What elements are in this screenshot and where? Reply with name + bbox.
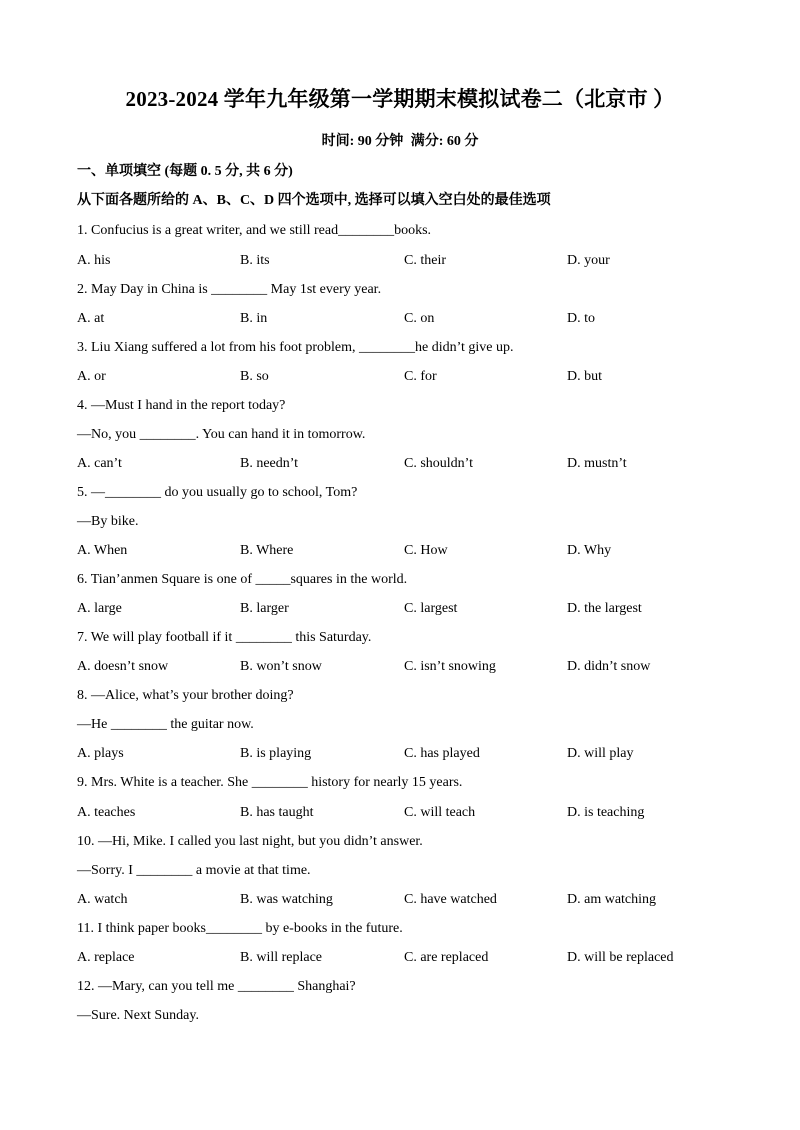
- question-10-options: [77, 890, 757, 910]
- question-6-stem: 6. Tian’anmen Square is one of _____squares in the world.: [77, 572, 408, 587]
- option-c[interactable]: C. their: [404, 253, 446, 268]
- question-9-options: [77, 803, 757, 823]
- option-d[interactable]: D. Why: [567, 543, 612, 558]
- question-8-response: —He ________ the guitar now.: [77, 717, 254, 732]
- question-10-stem: 10. —Hi, Mike. I called you last night, but you didn’t answer.: [77, 834, 423, 849]
- option-b[interactable]: B. Where: [240, 543, 294, 558]
- question-1-options: [77, 251, 757, 271]
- question-11-stem: 11. I think paper books________ by e-books in the future.: [77, 921, 403, 936]
- option-c[interactable]: C. largest: [404, 601, 458, 616]
- option-d[interactable]: D. will play: [567, 746, 634, 761]
- exam-meta: [0, 132, 800, 152]
- option-c[interactable]: C. have watched: [404, 892, 497, 907]
- option-a[interactable]: A. teaches: [77, 805, 136, 820]
- question-4-options: [77, 454, 757, 474]
- option-d[interactable]: D. mustn’t: [567, 456, 627, 471]
- option-a[interactable]: A. replace: [77, 950, 135, 965]
- section-instruction: 从下面各题所给的 A、B、C、D 四个选项中, 选择可以填入空白处的最佳选项: [77, 193, 551, 208]
- option-d[interactable]: D. didn’t snow: [567, 659, 651, 674]
- option-c[interactable]: C. are replaced: [404, 950, 489, 965]
- option-c[interactable]: C. on: [404, 311, 435, 326]
- question-5-response: —By bike.: [77, 514, 139, 529]
- option-c[interactable]: C. will teach: [404, 805, 476, 820]
- option-b[interactable]: B. in: [240, 311, 268, 326]
- question-8-stem: 8. —Alice, what’s your brother doing?: [77, 688, 294, 703]
- option-d[interactable]: D. but: [567, 369, 602, 384]
- question-11-options: [77, 948, 757, 968]
- option-b[interactable]: B. will replace: [240, 950, 323, 965]
- option-d[interactable]: D. your: [567, 253, 610, 268]
- option-d[interactable]: D. to: [567, 311, 595, 326]
- option-b[interactable]: B. is playing: [240, 746, 312, 761]
- option-a[interactable]: A. or: [77, 369, 106, 384]
- option-a[interactable]: A. watch: [77, 892, 128, 907]
- option-d[interactable]: D. the largest: [567, 601, 642, 616]
- option-c[interactable]: C. isn’t snowing: [404, 659, 496, 674]
- question-6-options: [77, 599, 757, 619]
- section-heading: 一、单项填空 (每题 0. 5 分, 共 6 分): [77, 164, 293, 179]
- question-7-options: [77, 657, 757, 677]
- option-c[interactable]: C. has played: [404, 746, 480, 761]
- option-b[interactable]: B. has taught: [240, 805, 314, 820]
- option-a[interactable]: A. large: [77, 601, 122, 616]
- question-4-response: —No, you ________. You can hand it in tomorrow.: [77, 427, 366, 442]
- question-12-stem: 12. —Mary, can you tell me ________ Shanghai?: [77, 979, 356, 994]
- question-5-stem: 5. —________ do you usually go to school, Tom?: [77, 485, 358, 500]
- question-3-stem: 3. Liu Xiang suffered a lot from his foot problem, ________he didn’t give up.: [77, 340, 514, 355]
- option-a[interactable]: A. plays: [77, 746, 124, 761]
- option-d[interactable]: D. am watching: [567, 892, 657, 907]
- option-c[interactable]: C. shouldn’t: [404, 456, 473, 471]
- exam-time: 时间: 90 分钟: [321, 134, 404, 149]
- option-a[interactable]: A. can’t: [77, 456, 122, 471]
- option-a[interactable]: A. When: [77, 543, 128, 558]
- option-a[interactable]: A. doesn’t snow: [77, 659, 169, 674]
- option-b[interactable]: B. larger: [240, 601, 289, 616]
- question-8-options: [77, 744, 757, 764]
- question-1-stem: 1. Confucius is a great writer, and we still read________books.: [77, 223, 432, 238]
- question-4-stem: 4. —Must I hand in the report today?: [77, 398, 286, 413]
- option-c[interactable]: C. How: [404, 543, 448, 558]
- option-c[interactable]: C. for: [404, 369, 437, 384]
- question-2-options: [77, 309, 757, 329]
- option-a[interactable]: A. his: [77, 253, 111, 268]
- question-2-stem: 2. May Day in China is ________ May 1st every year.: [77, 282, 382, 297]
- question-10-response: —Sorry. I ________ a movie at that time.: [77, 863, 311, 878]
- option-b[interactable]: B. its: [240, 253, 270, 268]
- option-d[interactable]: D. will be replaced: [567, 950, 674, 965]
- option-d[interactable]: D. is teaching: [567, 805, 645, 820]
- option-b[interactable]: B. was watching: [240, 892, 333, 907]
- option-a[interactable]: A. at: [77, 311, 105, 326]
- question-9-stem: 9. Mrs. White is a teacher. She ________ history for nearly 15 years.: [77, 775, 463, 790]
- question-12-response: —Sure. Next Sunday.: [77, 1008, 199, 1023]
- question-3-options: [77, 367, 757, 387]
- page-title: 2023-2024 学年九年级第一学期期末模拟试卷二（北京市 ）: [125, 87, 675, 111]
- option-b[interactable]: B. won’t snow: [240, 659, 322, 674]
- option-b[interactable]: B. needn’t: [240, 456, 299, 471]
- question-7-stem: 7. We will play football if it ________ this Saturday.: [77, 630, 372, 645]
- option-b[interactable]: B. so: [240, 369, 269, 384]
- exam-score: 满分: 60 分: [410, 134, 479, 149]
- question-5-options: [77, 541, 757, 561]
